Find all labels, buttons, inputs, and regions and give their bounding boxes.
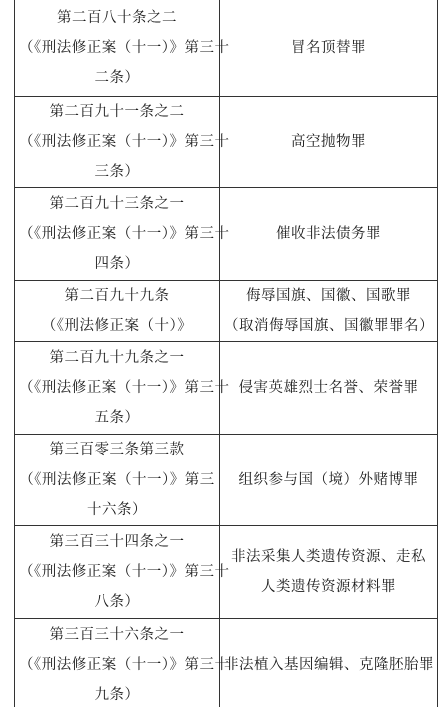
crime-line: 侮辱国旗、国徽、国歌罪 [246, 288, 411, 304]
crime-article-table [14, 0, 438, 707]
article-line: （《刑法修正案（十一）》第三十 [19, 40, 230, 56]
article-cell [15, 619, 230, 707]
crime-cell [220, 97, 438, 188]
crime-cell [220, 342, 438, 435]
crime-cell [220, 188, 438, 281]
article-line: （《刑法修正案（十一）》第三十 [19, 564, 230, 580]
crime-line: 组织参与国（境）外赌博罪 [238, 472, 419, 488]
table-row [15, 97, 438, 188]
crime-cell [220, 0, 438, 97]
article-cell [15, 281, 220, 342]
crime-line: 侵害英雄烈士名誉、荣誉罪 [238, 380, 419, 396]
crime-cell [220, 619, 438, 707]
crime-line: 非法植入基因编辑、克隆胚胎罪 [224, 656, 434, 673]
article-cell [15, 0, 230, 97]
article-line: 第三百三十六条之一 [49, 626, 185, 643]
crime-line: 催收非法债务罪 [276, 226, 381, 242]
article-line: （《刑法修正案（十一）》第三 [19, 472, 215, 488]
crime-line: 非法采集人类遗传资源、走私 [231, 549, 426, 565]
crime-line: （取消侮辱国旗、国徽罪罪名） [224, 318, 434, 334]
article-line: 第二百九十九条 [64, 288, 170, 304]
article-line: 十六条） [87, 502, 147, 518]
article-cell [15, 435, 220, 526]
article-line: 四条） [94, 256, 140, 272]
article-line: （《刑法修正案（十一）》第三十 [19, 656, 230, 673]
crime-cell [220, 281, 438, 342]
article-line: （《刑法修正案（十一）》第三十 [19, 134, 230, 150]
crime-line: 高空抛物罪 [291, 134, 366, 150]
article-cell [15, 97, 230, 188]
article-line: 第二百九十九条之一 [49, 350, 185, 366]
crime-cell [220, 526, 438, 619]
article-line: 第二百九十三条之一 [49, 196, 185, 212]
table-row [15, 526, 438, 619]
table-row [15, 188, 438, 281]
article-cell [15, 342, 230, 435]
crime-cell [220, 435, 438, 526]
article-line: （《刑法修正案（十）》 [41, 318, 193, 334]
table-row [15, 435, 438, 526]
article-line: 第二百九十一条之二 [49, 104, 185, 120]
crime-line: 人类遗传资源材料罪 [261, 579, 396, 595]
article-line: 三条） [94, 164, 140, 180]
article-line: 五条） [94, 410, 140, 426]
article-cell [15, 526, 230, 619]
article-line: 第二百八十条之二 [57, 10, 177, 26]
table-row [15, 619, 438, 707]
article-line: 第三百零三条第三款 [49, 442, 185, 458]
article-line: 九条） [94, 686, 140, 703]
article-cell [15, 188, 230, 281]
article-line: 八条） [94, 594, 140, 610]
table-row [15, 281, 438, 342]
article-line: 第三百三十四条之一 [49, 534, 185, 550]
article-line: 二条） [94, 70, 140, 86]
table-row [15, 342, 438, 435]
article-line: （《刑法修正案（十一）》第三十 [19, 226, 230, 242]
crime-line: 冒名顶替罪 [291, 40, 366, 56]
article-line: （《刑法修正案（十一）》第三十 [19, 380, 230, 396]
table-row [15, 0, 438, 97]
